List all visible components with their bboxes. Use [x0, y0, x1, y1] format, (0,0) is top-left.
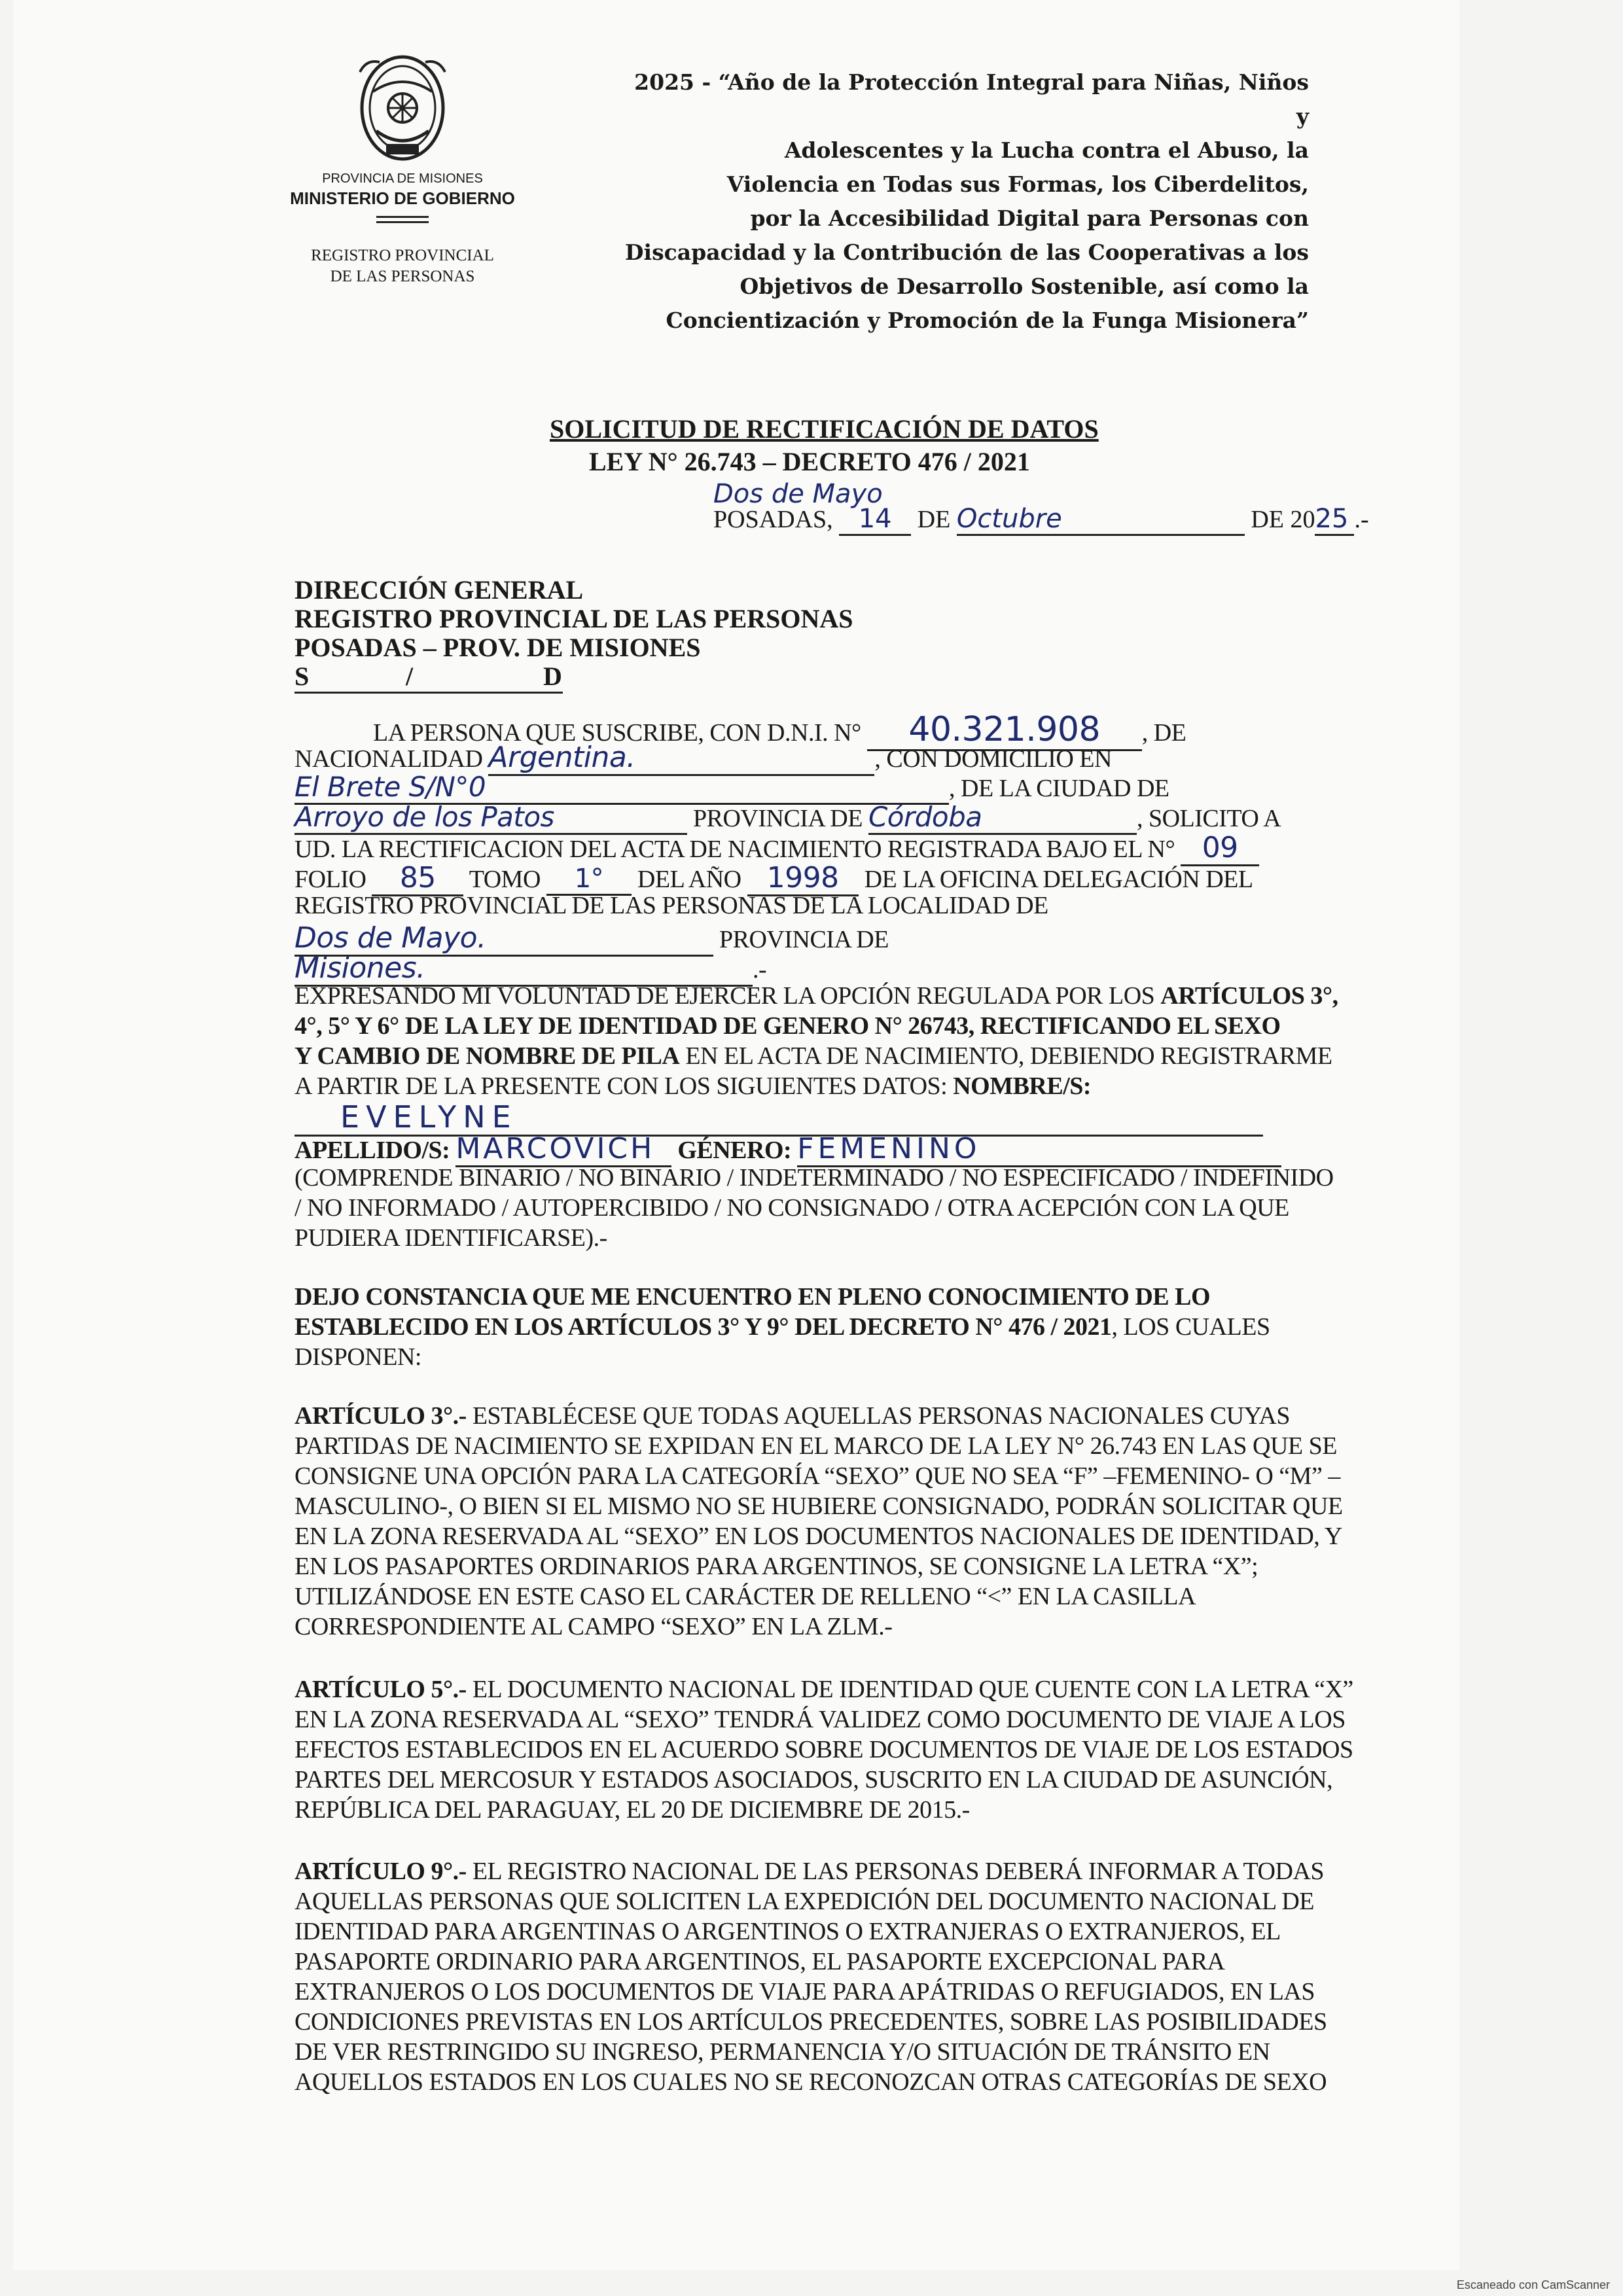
paragraph-b-line-1: (COMPRENDE BINARIO / NO BINARIO / INDETERMINADO / NO ESPECIFICADO / INDEFINIDO: [294, 1164, 1334, 1192]
art3-line: EN LOS PASAPORTES ORDINARIOS PARA ARGENTINOS, SE CONSIGNE LA LETRA “X”;: [294, 1553, 1258, 1580]
art9-line-1: [294, 1857, 1324, 1886]
date-de-2: DE 20: [1251, 506, 1315, 533]
domicile-value: El Brete S/N°0: [294, 771, 949, 805]
nationality-value: Argentina.: [488, 741, 874, 776]
form-text: EN EL ACTA DE NACIMIENTO, DEBIENDO REGISTRARME: [679, 1042, 1332, 1070]
province-small-label: PROVINCIA DE MISIONES: [322, 171, 483, 186]
art9-line: PASAPORTE ORDINARIO PARA ARGENTINOS, EL PASAPORTE EXCEPCIONAL PARA: [294, 1948, 1225, 1975]
art9-line: AQUELLOS ESTADOS EN LOS CUALES NO SE RECONOZCAN OTRAS CATEGORÍAS DE SEXO: [294, 2068, 1327, 2096]
form-text: PROVINCIA DE: [719, 926, 889, 953]
province-value: Córdoba: [868, 801, 1137, 835]
addressee-line-1: DIRECCIÓN GENERAL: [294, 575, 584, 605]
paragraph-a-line-4: [294, 1072, 1091, 1101]
date-de-1: DE: [917, 506, 951, 533]
scanner-watermark: Escaneado con CamScanner: [1456, 2278, 1610, 2291]
form-text-bold: NOMBRE/S:: [953, 1072, 1092, 1100]
constancia-line-3: DISPONEN:: [294, 1343, 421, 1371]
form-line-7: REGISTRO PROVINCIAL DE LAS PERSONAS DE LA LOCALIDAD DE: [294, 892, 1048, 919]
provincial-shield-logo: [347, 46, 458, 170]
art5-line: EFECTOS ESTABLECIDOS EN EL ACUERDO SOBRE DOCUMENTOS DE VIAJE DE LOS ESTADOS: [294, 1736, 1353, 1763]
handwritten-place: Dos de Mayo: [713, 479, 883, 509]
art9-line: IDENTIDAD PARA ARGENTINAS O ARGENTINOS O EXTRANJERAS O EXTRANJEROS, EL: [294, 1918, 1281, 1945]
law-decree-line: LEY N° 26.743 – DECRETO 476 / 2021: [589, 447, 1030, 476]
tomo-label: TOMO: [469, 866, 541, 893]
ministry-label: MINISTERIO DE GOBIERNO: [290, 188, 515, 208]
genero-value: FEMENINO: [797, 1132, 1281, 1167]
date-year: 25: [1315, 504, 1354, 536]
folio-value: 85: [372, 861, 463, 896]
tomo-value: 1°: [546, 864, 632, 896]
paragraph-a-line-3: [294, 1042, 1332, 1070]
art9-line: AQUELLAS PERSONAS QUE SOLICITEN LA EXPEDICIÓN DEL DOCUMENTO NACIONAL DE: [294, 1888, 1314, 1915]
art3-line: UTILIZÁNDOSE EN ESTE CASO EL CARÁCTER DE RELLENO “<” EN LA CASILLA: [294, 1583, 1196, 1610]
date-day: 14: [839, 504, 911, 536]
constancia-line-2: [294, 1313, 1270, 1341]
form-text: , DE LA CIUDAD DE: [949, 775, 1169, 802]
city-value: Arroyo de los Patos: [294, 801, 687, 835]
art3-line-1: [294, 1402, 1290, 1430]
acta-number: 09: [1181, 831, 1259, 866]
motto-line: por la Accesibilidad Digital para Personas con: [750, 205, 1309, 231]
nombre-line: [294, 1099, 1263, 1137]
date-line: [713, 504, 1369, 536]
art5-line: PARTES DEL MERCOSUR Y ESTADOS ASOCIADOS, SUSCRITO EN LA CIUDAD DE ASUNCIÓN,: [294, 1766, 1333, 1793]
apellido-label: APELLIDO/S:: [294, 1137, 450, 1164]
constancia-line-1: DEJO CONSTANCIA QUE ME ENCUENTRO EN PLENO CONOCIMIENTO DE LO: [294, 1283, 1211, 1311]
sd-s: S: [294, 662, 310, 691]
paragraph-a-line-2: 4°, 5° Y 6° DE LA LEY DE IDENTIDAD DE GENERO N° 26743, RECTIFICANDO EL SEXO: [294, 1012, 1281, 1040]
art9-heading: ARTÍCULO 9°.-: [294, 1858, 467, 1885]
paragraph-b-line-2: / NO INFORMADO / AUTOPERCIBIDO / NO CONSIGNADO / OTRA ACEPCIÓN CON LA QUE: [294, 1194, 1289, 1222]
registry-line-1: REGISTRO PROVINCIAL: [311, 247, 494, 264]
province-2-value: Misiones.: [294, 951, 753, 987]
locality-value: Dos de Mayo.: [294, 921, 713, 957]
art3-line: EN LA ZONA RESERVADA AL “SEXO” EN LOS DOCUMENTOS NACIONALES DE IDENTIDAD, Y: [294, 1523, 1342, 1550]
dni-value: 40.321.908: [867, 710, 1142, 751]
form-text: , LOS CUALES: [1111, 1313, 1270, 1341]
art5-line: EN LA ZONA RESERVADA AL “SEXO” TENDRÁ VALIDEZ COMO DOCUMENTO DE VIAJE A LOS: [294, 1706, 1346, 1733]
addressee-line-2: REGISTRO PROVINCIAL DE LAS PERSONAS: [294, 604, 853, 633]
form-text: , DE: [1141, 719, 1186, 747]
registry-line-2: DE LAS PERSONAS: [330, 268, 475, 285]
motto-line: Violencia en Todas sus Formas, los Ciberdelitos,: [726, 171, 1309, 197]
year-value: 1998: [747, 861, 859, 896]
art3-line: CONSIGNE UNA OPCIÓN PARA LA CATEGORÍA “SEXO” QUE NO SEA “F” –FEMENINO- O “M” –: [294, 1462, 1340, 1490]
form-text: .-: [753, 956, 767, 983]
date-month: Octubre: [957, 504, 1245, 536]
apellido-genero-line: [294, 1132, 1281, 1167]
folio-label: FOLIO: [294, 866, 366, 893]
header-divider-2: [376, 221, 429, 223]
dni-label: LA PERSONA QUE SUSCRIBE, CON D.N.I. N°: [373, 719, 861, 747]
art5-line: REPÚBLICA DEL PARAGUAY, EL 20 DE DICIEMBRE DE 2015.-: [294, 1796, 970, 1824]
form-text-bold: Y CAMBIO DE NOMBRE DE PILA: [294, 1042, 680, 1070]
art9-line: EXTRANJEROS O LOS DOCUMENTOS DE VIAJE PARA APÁTRIDAS O REFUGIADOS, EN LAS: [294, 1978, 1315, 2005]
art5-line-1: [294, 1675, 1353, 1704]
form-text-bold: ESTABLECIDO EN LOS ARTÍCULOS 3° Y 9° DEL DECRETO N° 476 / 2021: [294, 1313, 1112, 1341]
art9-line: CONDICIONES PREVISTAS EN LOS ARTÍCULOS PRECEDENTES, SOBRE LAS POSIBILIDADES: [294, 2008, 1327, 2036]
motto-line: 2025 - “Año de la Protección Integral para Niñas, Niños y: [634, 69, 1309, 129]
genero-label: GÉNERO:: [677, 1137, 792, 1164]
sd-line: [294, 661, 563, 694]
motto-line: Adolescentes y la Lucha contra el Abuso, la: [784, 137, 1309, 163]
document-title: SOLICITUD DE RECTIFICACIÓN DE DATOS: [550, 414, 1099, 444]
art3-line: MASCULINO-, O BIEN SI EL MISMO NO SE HUBIERE CONSIGNADO, PODRÁN SOLICITAR QUE: [294, 1492, 1343, 1520]
header-divider: [376, 216, 429, 218]
form-text: A PARTIR DE LA PRESENTE CON LOS SIGUIENTES DATOS:: [294, 1072, 954, 1100]
year-label: DEL AÑO: [637, 866, 741, 893]
form-text: ESTABLÉCESE QUE TODAS AQUELLAS PERSONAS NACIONALES CUYAS: [466, 1402, 1290, 1430]
form-line-4: [294, 801, 1281, 835]
form-text: DE LA OFICINA DELEGACIÓN DEL: [864, 866, 1253, 893]
motto-line: Discapacidad y la Contribución de las Cooperativas a los: [624, 239, 1309, 265]
form-text: EL REGISTRO NACIONAL DE LAS PERSONAS DEBERÁ INFORMAR A TODAS: [466, 1858, 1325, 1885]
form-line-3: [294, 771, 1169, 805]
nombre-value: EVELYNE: [294, 1099, 1263, 1137]
sd-slash: /: [406, 662, 414, 691]
art3-line: CORRESPONDIENTE AL CAMPO “SEXO” EN LA ZLM.-: [294, 1613, 893, 1640]
form-text: EXPRESANDO MI VOLUNTAD DE EJERCER LA OPCIÓN REGULADA POR LOS: [294, 982, 1161, 1010]
form-text-bold: ARTÍCULOS 3°,: [1160, 982, 1338, 1010]
province-label: PROVINCIA DE: [693, 805, 863, 832]
art9-line: DE VER RESTRINGIDO SU INGRESO, PERMANENCIA Y/O SITUACIÓN DE TRÁNSITO EN: [294, 2038, 1270, 2066]
date-city: POSADAS,: [713, 506, 833, 533]
art3-heading: ARTÍCULO 3°.-: [294, 1402, 467, 1430]
paragraph-a-line-1: [294, 981, 1338, 1010]
apellido-value: MARCOVICH: [455, 1132, 671, 1167]
form-text: , CON DOMICILIO EN: [874, 745, 1112, 773]
acta-label: UD. LA RECTIFICACION DEL ACTA DE NACIMIENTO REGISTRADA BAJO EL N°: [294, 836, 1175, 863]
form-text: EL DOCUMENTO NACIONAL DE IDENTIDAD QUE CUENTE CON LA LETRA “X”: [466, 1676, 1353, 1703]
document-page: [13, 0, 1459, 2270]
motto-line: Objetivos de Desarrollo Sostenible, así como la: [740, 274, 1309, 299]
form-text: , SOLICITO A: [1136, 805, 1281, 832]
art5-heading: ARTÍCULO 5°.-: [294, 1676, 467, 1703]
motto-line: Concientización y Promoción de la Funga Misionera”: [666, 308, 1309, 333]
nationality-label: NACIONALIDAD: [294, 745, 483, 773]
addressee-line-3: POSADAS – PROV. DE MISIONES: [294, 633, 701, 662]
art3-line: PARTIDAS DE NACIMIENTO SE EXPIDAN EN EL MARCO DE LA LEY N° 26.743 EN LAS QUE SE: [294, 1432, 1337, 1460]
sd-d: D: [543, 662, 562, 691]
year-motto: [622, 65, 1309, 338]
paragraph-b-line-3: PUDIERA IDENTIFICARSE).-: [294, 1224, 607, 1252]
date-end: .-: [1354, 506, 1369, 533]
